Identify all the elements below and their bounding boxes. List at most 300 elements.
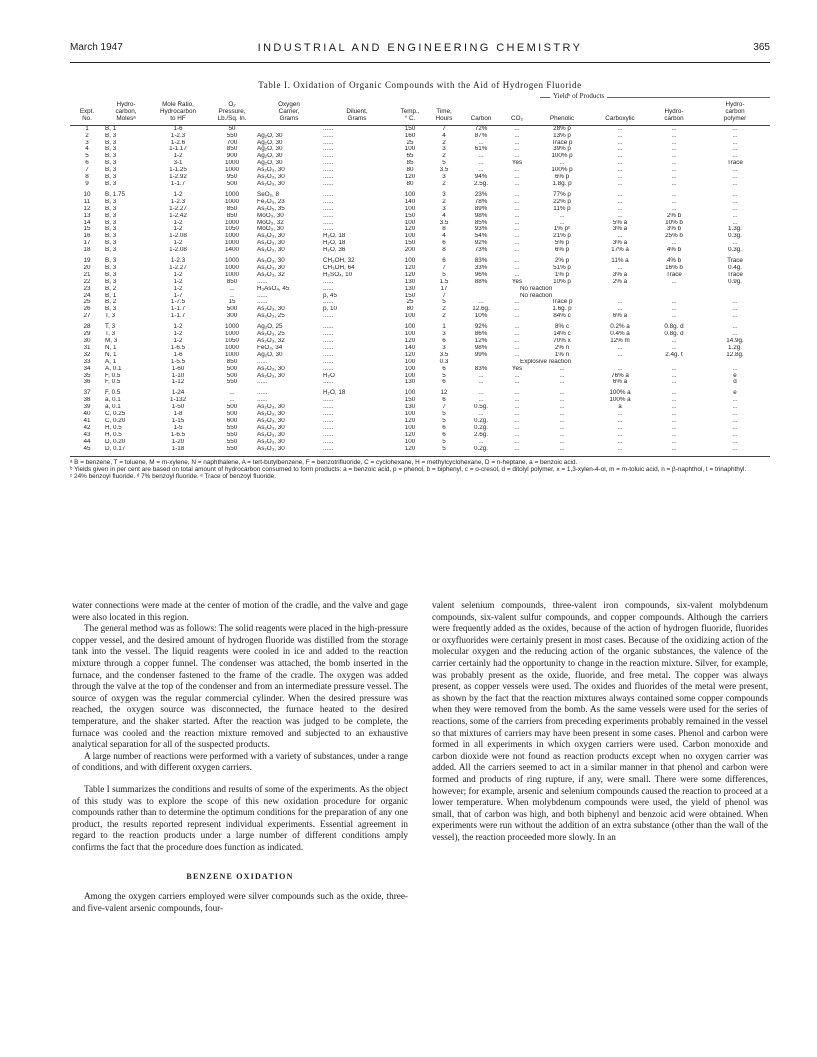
column-header: Carboxylic: [592, 102, 648, 125]
table-cell: B, 3: [105, 132, 117, 139]
table-cell: 100: [404, 233, 416, 240]
table-cell: ...: [559, 445, 565, 452]
table-cell: 25% b: [665, 233, 683, 240]
table-cell: ...: [732, 212, 738, 219]
table-cell: 3.5: [439, 219, 449, 226]
table-cell: 1-2: [173, 153, 183, 160]
table-cell: ...: [671, 417, 677, 424]
table-cell: CH₃OH, 32: [323, 257, 355, 265]
table-cell: 76% a: [611, 372, 629, 379]
table-cell: ...: [732, 219, 738, 226]
table-cell: 850: [226, 278, 238, 285]
table-row: [70, 133, 770, 140]
table-cell: ......: [323, 358, 334, 365]
table-cell: B, 2: [105, 299, 117, 306]
table-cell: As₂O₃, 30: [257, 257, 285, 265]
table-cell: ...: [514, 219, 520, 226]
table-cell: Explosive reaction: [520, 358, 572, 365]
table-cell: B, 3: [105, 153, 117, 160]
table-cell: ...: [514, 411, 520, 418]
table-cell: Ag₂O, 30: [257, 139, 283, 146]
table-cell: ...: [617, 351, 623, 358]
table-cell: ...: [559, 397, 565, 404]
table-row: [70, 199, 770, 206]
table-cell: 0.2g.: [473, 417, 488, 424]
table-cell: 11% p: [553, 205, 571, 212]
table-cell: ...: [671, 132, 677, 139]
table-cell: 550: [226, 132, 238, 139]
table-row: [70, 174, 770, 181]
table-cell: 5% p: [554, 240, 570, 247]
table-cell: 12: [440, 389, 448, 397]
table-cell: ...: [514, 313, 520, 320]
table-cell: B, 3: [105, 205, 117, 212]
table-cell: ......: [323, 404, 334, 411]
table-cell: 12% m: [610, 338, 630, 344]
table-cell: 1% pᶜ: [553, 226, 571, 233]
table-cell: 10% p: [553, 278, 571, 285]
table-cell: B, 3: [105, 146, 117, 153]
table-cell: ...: [671, 139, 677, 146]
table-cell: ......: [323, 139, 334, 146]
table-cell: d: [733, 379, 737, 386]
table-cell: ......: [323, 219, 334, 226]
table-cell: 1-7.5: [170, 299, 186, 306]
table-cell: Yes: [511, 365, 523, 372]
table-cell: 14% c: [553, 331, 571, 338]
table-cell: 500: [226, 180, 238, 187]
table-cell: ...: [559, 219, 565, 226]
table-cell: ...: [559, 365, 565, 372]
table-cell: ...: [514, 445, 520, 452]
table-cell: ...: [732, 146, 738, 153]
table-cell: 16% b: [665, 264, 683, 271]
table-cell: ......: [323, 438, 334, 445]
table-cell: 11: [83, 198, 91, 205]
table-row: [70, 425, 770, 432]
table-cell: ...: [478, 139, 484, 146]
table-cell: 1-8: [173, 411, 183, 418]
table-cell: ...: [514, 264, 520, 271]
table-cell: 43: [83, 431, 91, 438]
table-cell: 1000: [224, 331, 239, 338]
table-cell: A, 1: [105, 358, 117, 365]
table-cell: 78%: [474, 198, 488, 205]
table-cell: p, 10: [323, 306, 338, 313]
table-row: [70, 299, 770, 306]
column-header: Hydro- carbon polymer: [700, 102, 770, 125]
table-cell: 1050: [224, 338, 239, 344]
table-cell: 1000: [224, 190, 239, 198]
table-row: [70, 125, 770, 132]
table-cell: 2: [442, 139, 446, 146]
table-cell: ...: [732, 431, 738, 438]
table-cell: 0.2% a: [610, 323, 630, 331]
table-cell: As₂O₃, 30: [257, 264, 285, 271]
table-cell: Fe₂O₃, 23: [257, 198, 285, 205]
table-cell: As₂O₃, 25: [257, 331, 285, 338]
table-cell: 1-2: [173, 190, 183, 198]
table-cell: 17: [83, 240, 91, 247]
table-row: [70, 379, 770, 386]
table-cell: ...: [732, 139, 738, 146]
table-cell: 6: [442, 338, 446, 344]
table-cell: 700: [226, 139, 238, 146]
table-cell: Yes: [511, 278, 523, 285]
table-cell: ...: [617, 167, 623, 174]
table-cell: 1000: [224, 240, 239, 247]
table-cell: 6: [442, 379, 446, 386]
table-cell: 3: [442, 174, 446, 181]
table-row: [70, 411, 770, 418]
table-cell: ......: [323, 417, 334, 424]
table-row: [70, 345, 770, 352]
table-cell: H₂SO₄, 10: [323, 271, 353, 278]
table-cell: ...: [514, 299, 520, 306]
table-cell: 1-2: [173, 240, 183, 247]
table-row: [70, 386, 770, 397]
table-cell: 0.3g.: [727, 233, 742, 240]
table-cell: ......: [257, 299, 268, 306]
table-cell: B, 3: [105, 219, 117, 226]
table-cell: 1-6.5: [170, 344, 186, 351]
table-cell: ...: [732, 153, 738, 160]
table-row: [70, 286, 770, 293]
table-cell: ...: [732, 323, 738, 331]
table-cell: 1-1.7: [170, 180, 186, 187]
table-cell: 0.4g.: [727, 264, 742, 271]
table-cell: 6: [85, 160, 89, 167]
table-cell: ......: [323, 313, 334, 320]
table-cell: 6: [442, 365, 446, 372]
table-cell: MoO₃, 32: [257, 219, 284, 226]
table-cell: ...: [514, 306, 520, 313]
table-cell: As₂O₃, 30: [257, 438, 285, 445]
table-cell: 1-132: [169, 397, 187, 404]
table-cell: 45: [83, 445, 91, 452]
table-cell: 1000: [224, 160, 239, 167]
table-cell: N, 1: [105, 351, 117, 358]
table-cell: 100: [404, 205, 416, 212]
table-cell: 40: [83, 411, 91, 418]
table-row: [70, 446, 770, 453]
table-cell: ...: [617, 146, 623, 153]
table-cell: ...: [617, 190, 623, 198]
table-cell: 100% p: [551, 153, 573, 160]
table-cell: ...: [732, 404, 738, 411]
table-cell: T, 3: [105, 331, 116, 338]
table-cell: 1-2.6: [170, 139, 186, 146]
table-cell: 1-1.7: [170, 313, 186, 320]
table-cell: ...: [617, 417, 623, 424]
table-cell: ...: [671, 431, 677, 438]
table-cell: ......: [323, 379, 334, 386]
table-cell: 2: [442, 306, 446, 313]
table-cell: 80: [406, 306, 414, 313]
table-row: [70, 160, 770, 167]
table-cell: 35: [83, 372, 91, 379]
table-cell: B, 3: [105, 233, 117, 240]
table-cell: 1-2: [173, 226, 183, 233]
column-header: O₂ Pressure, Lb./Sq. In.: [208, 102, 256, 125]
table-cell: 100: [404, 313, 416, 320]
table-cell: As₂O₃, 30: [257, 233, 285, 240]
table-cell: 65: [406, 153, 414, 160]
table-cell: ...: [617, 212, 623, 219]
table-row: [70, 206, 770, 213]
table-cell: 1-2: [173, 331, 183, 338]
table-cell: 100: [404, 323, 416, 331]
table-row: [70, 272, 770, 279]
table-cell: ...: [617, 431, 623, 438]
table-cell: 1-5: [173, 424, 183, 431]
table-cell: ......: [323, 167, 334, 174]
column-header: Mole Ratio, Hydrocarbon to HF: [148, 102, 208, 125]
table-cell: 0.5g.: [473, 404, 488, 411]
table-cell: 3-1: [173, 160, 183, 167]
table-cell: 130: [404, 379, 416, 386]
table-row: [70, 338, 770, 345]
table-cell: 550: [226, 438, 238, 445]
paragraph: water connections were made at the center of motion of the cradle, and the valve and gage were also located in this region.: [72, 600, 408, 622]
column-header: Hydro- carbon: [648, 102, 700, 125]
table-cell: ...: [671, 190, 677, 198]
table-cell: 600: [226, 417, 238, 424]
table-row: [70, 359, 770, 366]
table-cell: B, 3: [105, 240, 117, 247]
table-row: [70, 293, 770, 300]
table-cell: ...: [732, 174, 738, 181]
table-row: [70, 226, 770, 233]
table-cell: ...: [559, 379, 565, 386]
table-cell: CH₃OH, 64: [323, 264, 355, 271]
table-cell: B, 3: [105, 306, 117, 313]
table-cell: 1-1.7: [170, 306, 186, 313]
table-cell: B, 3: [105, 174, 117, 181]
table-cell: 1-6: [173, 351, 183, 358]
table-cell: ...: [732, 299, 738, 306]
table-cell: 8: [442, 247, 446, 254]
table-cell: 15: [228, 299, 236, 306]
table-cell: 70% x: [553, 338, 571, 344]
table-cell: 3% a: [612, 240, 628, 247]
results-table: [70, 102, 770, 453]
table-cell: 100: [404, 146, 416, 153]
footnote-a: ᵃ B = benzene, T = toluene, M = m-xylene, N = naphthalene, A = tert-butylbenzene, F = benzotrifluoride, C = cyclohexane, H = methylcyclohexane, D = n-heptane, a = benzoic acid.: [70, 458, 578, 466]
table-cell: 120: [404, 417, 416, 424]
table-cell: ...: [732, 397, 738, 404]
column-header: Hydro- carbon, Molesᵃ: [104, 102, 148, 125]
table-cell: ...: [514, 404, 520, 411]
table-cell: 3: [442, 344, 446, 351]
table-cell: 13: [83, 212, 91, 219]
table-cell: 3% a: [612, 226, 628, 233]
table-cell: ......: [323, 285, 334, 292]
table-cell: 5: [442, 411, 446, 418]
table-cell: 500: [226, 372, 238, 379]
table-cell: 1000: [224, 167, 239, 174]
left-column: [72, 600, 408, 914]
table-cell: ...: [671, 313, 677, 320]
table-cell: 1-24: [171, 389, 185, 397]
column-header: Phenolic: [532, 102, 592, 125]
table-cell: 0.9g.: [727, 278, 742, 285]
table-cell: ......: [257, 379, 268, 386]
table-cell: 0.3g.: [727, 247, 742, 254]
table-cell: 4: [442, 132, 446, 139]
table-cell: 50: [228, 125, 236, 132]
table-cell: ...: [732, 417, 738, 424]
table-cell: 6: [442, 257, 446, 265]
table-cell: 84% c: [553, 313, 571, 320]
table-cell: 86%: [474, 331, 488, 338]
table-cell: ...: [559, 212, 565, 219]
table-cell: 1-2: [173, 285, 183, 292]
table-cell: 120: [404, 264, 416, 271]
table-cell: ...: [671, 174, 677, 181]
table-cell: 12%: [474, 338, 488, 344]
table-cell: 100: [404, 365, 416, 372]
table-cell: B, 3: [105, 160, 117, 167]
table-cell: As₂O₃, 30: [257, 404, 285, 411]
table-cell: 3: [85, 139, 89, 146]
table-cell: 3: [442, 190, 446, 198]
table-cell: 33: [83, 358, 91, 365]
table-cell: 14: [83, 219, 91, 226]
table-cell: D, 0.20: [105, 438, 126, 445]
table-cell: 1050: [224, 226, 239, 233]
table-row: [70, 366, 770, 373]
table-cell: 500: [226, 411, 238, 418]
table-cell: 34: [83, 365, 91, 372]
table-cell: 6: [442, 397, 446, 404]
table-cell: B, 3: [105, 257, 117, 265]
table-header-row: [70, 102, 770, 125]
table-cell: ......: [257, 358, 268, 365]
table-cell: 5: [442, 445, 446, 452]
table-cell: 130: [404, 285, 416, 292]
table-cell: 3% a: [612, 271, 628, 278]
table-cell: 21: [83, 271, 91, 278]
table-cell: 2: [442, 153, 446, 160]
table-cell: As₂O₃, 30: [257, 247, 285, 254]
table-cell: 900: [226, 153, 238, 160]
right-column: [432, 600, 768, 843]
table-cell: 89%: [474, 205, 488, 212]
table-cell: ...: [732, 132, 738, 139]
table-cell: ...: [617, 365, 623, 372]
table-cell: ...: [671, 365, 677, 372]
table-cell: 28: [83, 323, 91, 331]
table-cell: ......: [323, 125, 334, 132]
table-cell: 94%: [474, 174, 488, 181]
table-cell: ......: [257, 292, 268, 299]
table-cell: 0.3: [439, 358, 449, 365]
table-cell: Trace p: [551, 139, 573, 146]
table-cell: 14.9g.: [726, 338, 744, 344]
table-cell: ......: [323, 338, 334, 344]
paragraph: The general method was as follows: The solid reagents were placed in the high-pressure copper vessel, and the desired amount of hydrogen fluoride was distilled from the storage tank into the vessel. The liquid reagents were cooled in ice and added to the reaction mixture through a copper funnel. The condenser was attached, the bomb inserted in the furnace, and the condenser fastened to the frame of the cradle. The oxygen was added through the valve at the top of the condenser and from an intermediate pressure vessel. The source of oxygen was the regular commercial cylinder. When the desired pressure was reached, the oxygen source was disconnected, the furnace heated to the desired temperature, and the shaker started. After the reaction was judged to be complete, the furnace was cooled and the reaction mixture removed and subjected to an exhaustive analytical separation for all of the suspected products.: [72, 623, 408, 750]
table-cell: B, 3: [105, 226, 117, 233]
table-cell: B, 3: [105, 278, 117, 285]
table-cell: As₂O₃, 30: [257, 365, 285, 372]
table-cell: 13% p: [553, 132, 571, 139]
table-cell: 9: [85, 180, 89, 187]
table-cell: 5: [442, 438, 446, 445]
table-cell: 0.4% a: [610, 331, 630, 338]
table-cell: ...: [732, 190, 738, 198]
table-cell: 15: [83, 226, 91, 233]
yield-group-header: [70, 94, 770, 102]
table-cell: ......: [323, 132, 334, 139]
table-cell: 120: [404, 445, 416, 452]
table-cell: Yes: [511, 160, 523, 167]
table-cell: ...: [514, 397, 520, 404]
table-row: [70, 306, 770, 313]
table-cell: 100% p: [551, 167, 573, 174]
table-row: [70, 254, 770, 265]
table-cell: 1000: [224, 233, 239, 240]
table-cell: ...: [671, 125, 677, 132]
column-header: Diluent, Grams: [322, 102, 392, 125]
table-cell: H₃AsO₄, 45: [257, 285, 290, 292]
table-cell: 27: [83, 313, 91, 320]
table-row: [70, 146, 770, 153]
table-cell: 32: [83, 351, 91, 358]
table-cell: 200: [404, 247, 416, 254]
table-cell: 100: [404, 257, 416, 265]
table-cell: As₂O₃, 30: [257, 180, 285, 187]
table-cell: 2: [85, 132, 89, 139]
table-cell: 7: [442, 404, 446, 411]
table-cell: ...: [514, 424, 520, 431]
table-cell: ...: [478, 397, 484, 404]
table-cell: 1.2g.: [727, 344, 742, 351]
table-cell: H₂O: [323, 372, 335, 379]
table-cell: 4: [85, 146, 89, 153]
table-cell: Ag₂O, 25: [257, 323, 283, 331]
table-cell: ......: [323, 431, 334, 438]
table-cell: ...: [732, 180, 738, 187]
table-cell: 100% a: [609, 397, 631, 404]
table-cell: ......: [323, 153, 334, 160]
table-cell: ...: [671, 438, 677, 445]
table-cell: As₂O₃, 30: [257, 445, 285, 452]
table-row: [70, 439, 770, 446]
table-cell: 10%: [474, 313, 488, 320]
table-cell: ...: [514, 146, 520, 153]
table-cell: Trace: [727, 160, 743, 167]
table-cell: 1% n: [554, 351, 570, 358]
table-cell: ...: [671, 167, 677, 174]
table-cell: ...: [671, 299, 677, 306]
table-cell: 25: [406, 139, 414, 146]
table-cell: 100: [404, 372, 416, 379]
table-cell: 1-2.27: [169, 205, 187, 212]
table-cell: 92%: [474, 323, 488, 331]
table-cell: ...: [514, 431, 520, 438]
table-cell: 17% a: [611, 247, 629, 254]
table-cell: 12.8g.: [726, 351, 744, 358]
table-cell: 83%: [474, 257, 488, 265]
table-cell: 39% p: [553, 146, 571, 153]
table-cell: ......: [323, 212, 334, 219]
table-row: [70, 240, 770, 247]
table-cell: 12.6g.: [472, 306, 490, 313]
table-cell: ......: [323, 411, 334, 418]
table-cell: Trace: [727, 271, 743, 278]
table-cell: As₂O₃, 30: [257, 240, 285, 247]
